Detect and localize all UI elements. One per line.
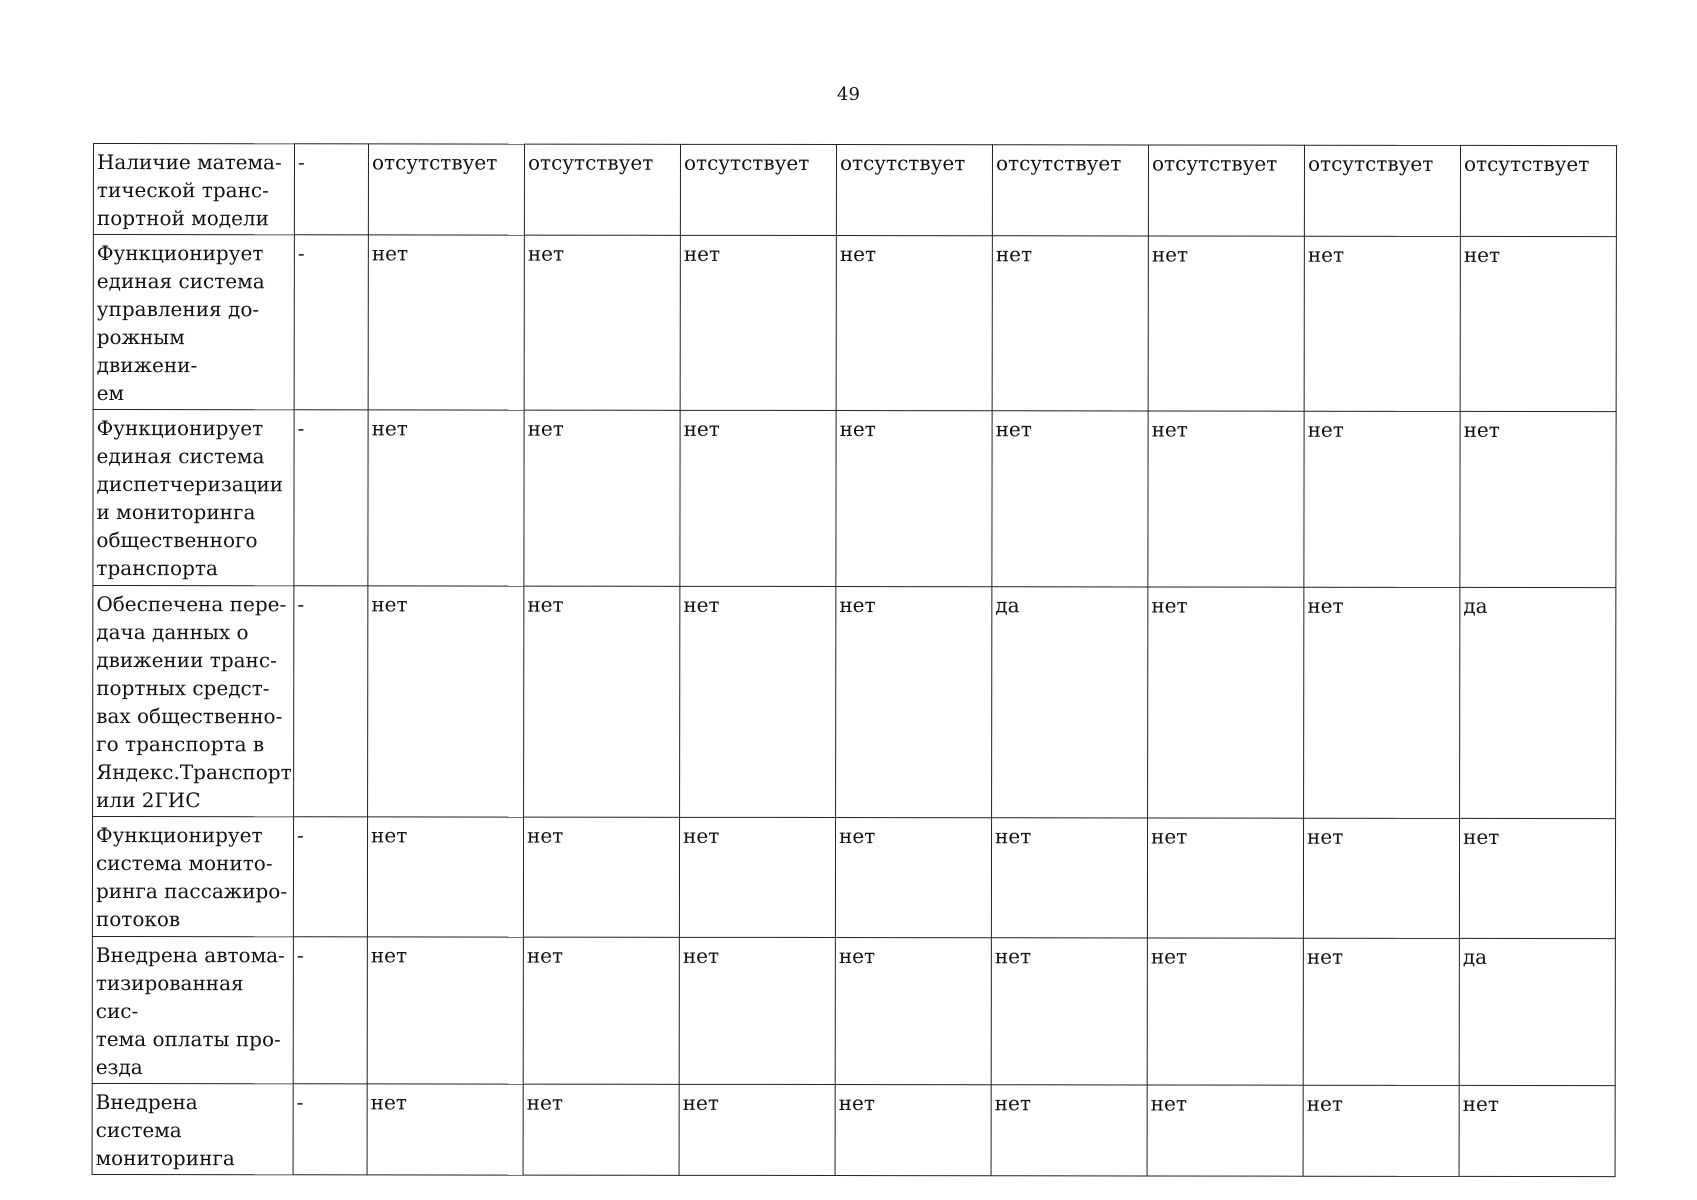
indicator-text: Наличие матема- тической транс- портной модели xyxy=(96,150,282,231)
value-cell xyxy=(836,587,992,818)
indicator-cell xyxy=(93,235,294,410)
value-cell xyxy=(368,410,524,586)
value-text: нет xyxy=(1462,1091,1499,1116)
indicator-cell xyxy=(92,936,293,1083)
value-text: нет xyxy=(1307,824,1344,849)
indicator-cell xyxy=(93,410,294,586)
value-text: нет xyxy=(527,241,565,266)
value-text: нет xyxy=(838,944,876,969)
value-text: нет xyxy=(994,1091,1031,1116)
value-cell xyxy=(524,586,680,817)
value-cell xyxy=(836,145,992,236)
unit-cell xyxy=(294,410,368,586)
value-text: нет xyxy=(371,241,409,266)
value-cell xyxy=(680,235,836,410)
value-cell xyxy=(991,938,1147,1085)
value-text: отсутствует xyxy=(371,150,498,175)
value-text: нет xyxy=(839,417,876,442)
value-cell xyxy=(1304,236,1460,411)
value-text: отсутствует xyxy=(1307,151,1434,176)
value-text: нет xyxy=(1151,824,1188,849)
unit-text: - xyxy=(297,592,305,617)
value-cell xyxy=(1303,818,1459,938)
unit-cell xyxy=(293,937,367,1084)
unit-cell xyxy=(293,1084,367,1175)
value-cell xyxy=(523,1084,679,1175)
value-text: отсутствует xyxy=(839,151,966,176)
table-row xyxy=(93,410,1616,588)
unit-cell xyxy=(294,144,368,235)
value-cell xyxy=(1460,587,1616,818)
value-text: нет xyxy=(1150,1091,1187,1116)
unit-text: - xyxy=(297,416,305,441)
value-text: нет xyxy=(1150,944,1188,969)
value-text: нет xyxy=(683,592,720,617)
value-cell xyxy=(1304,587,1460,818)
value-text: да xyxy=(995,593,1020,618)
value-cell xyxy=(368,235,524,410)
unit-text: - xyxy=(296,1090,304,1115)
value-cell xyxy=(1459,1085,1615,1176)
unit-text: - xyxy=(297,241,305,266)
value-cell xyxy=(679,1084,835,1175)
value-cell xyxy=(1147,1085,1303,1176)
unit-cell xyxy=(293,817,367,937)
value-cell xyxy=(1460,145,1616,236)
indicator-text: Функционирует единая система управления до- рожным движени- ем xyxy=(96,241,265,406)
value-cell xyxy=(679,817,835,937)
page-number: 49 xyxy=(837,84,860,105)
value-text: нет xyxy=(682,1090,719,1115)
value-text: нет xyxy=(1306,944,1344,969)
value-cell xyxy=(367,1084,523,1175)
value-text: отсутствует xyxy=(683,150,810,176)
unit-text: - xyxy=(296,943,304,968)
value-text: нет xyxy=(1463,242,1501,267)
value-text: нет xyxy=(1306,1091,1343,1116)
value-text: нет xyxy=(995,417,1032,442)
unit-text: - xyxy=(297,823,304,848)
value-cell xyxy=(1460,411,1616,587)
value-cell xyxy=(524,235,680,410)
indicator-text: Функционирует система монито- ринга пассажиро- потоков xyxy=(95,823,288,932)
value-cell xyxy=(1147,938,1303,1085)
value-cell xyxy=(1303,938,1459,1085)
value-text: нет xyxy=(527,592,564,617)
value-text: отсутствует xyxy=(1463,151,1590,177)
indicator-text: Обеспечена пере- дача данных о движении транс- портных средст- вах общественно- го транспорта в Яндекс.Транспорт или 2ГИС xyxy=(96,592,292,813)
value-text: нет xyxy=(839,242,877,267)
value-cell xyxy=(1459,938,1615,1085)
value-cell xyxy=(1148,587,1304,818)
value-cell xyxy=(524,410,680,586)
unit-text: - xyxy=(297,150,305,175)
table-row xyxy=(93,235,1616,412)
indicator-text: Внедрена автома- тизированная сис- тема оплаты про- езда xyxy=(95,943,285,1080)
value-text: нет xyxy=(683,823,720,848)
value-cell xyxy=(680,410,836,586)
value-text: нет xyxy=(371,592,408,617)
value-text: нет xyxy=(1151,593,1188,618)
value-text: нет xyxy=(1151,417,1188,442)
value-text: нет xyxy=(1463,417,1500,442)
value-cell xyxy=(835,818,991,938)
value-cell xyxy=(679,937,835,1084)
value-text: да xyxy=(1463,593,1488,618)
value-text: нет xyxy=(995,242,1033,267)
table-row xyxy=(92,817,1615,939)
table-row xyxy=(93,144,1616,237)
value-cell xyxy=(1460,236,1616,411)
value-text: нет xyxy=(682,943,720,968)
value-cell xyxy=(991,818,1147,938)
value-text: нет xyxy=(838,1091,875,1116)
value-cell xyxy=(835,1085,991,1176)
value-cell xyxy=(1304,145,1460,236)
value-text: нет xyxy=(683,241,721,266)
value-cell xyxy=(1147,818,1303,938)
unit-cell xyxy=(294,235,368,410)
value-cell xyxy=(1148,236,1304,411)
value-cell xyxy=(367,817,523,937)
value-text: нет xyxy=(995,824,1032,849)
table-row xyxy=(92,1083,1615,1176)
value-cell xyxy=(1148,145,1304,236)
value-text: нет xyxy=(371,416,408,441)
value-cell xyxy=(680,144,836,235)
value-text: нет xyxy=(1307,417,1344,442)
value-cell xyxy=(1303,1085,1459,1176)
value-cell xyxy=(836,236,992,411)
indicator-cell xyxy=(92,817,293,937)
value-text: нет xyxy=(1463,824,1500,849)
value-text: да xyxy=(1462,944,1488,969)
indicator-text: Функционирует единая система диспетчеризации и мониторинга общественного транспорта xyxy=(96,416,284,581)
value-cell xyxy=(992,145,1148,236)
value-text: нет xyxy=(370,1090,407,1115)
table-row xyxy=(93,586,1616,819)
value-text: нет xyxy=(527,416,564,441)
value-text: нет xyxy=(994,944,1032,969)
value-text: нет xyxy=(1307,593,1344,618)
value-cell xyxy=(368,144,524,235)
value-text: нет xyxy=(371,823,408,848)
value-cell xyxy=(1304,411,1460,587)
indicator-cell xyxy=(93,586,294,817)
value-cell xyxy=(835,938,991,1085)
value-text: отсутствует xyxy=(527,150,654,175)
value-cell xyxy=(367,937,523,1084)
value-text: нет xyxy=(527,823,564,848)
value-text: нет xyxy=(839,824,876,849)
value-cell xyxy=(992,411,1148,587)
indicators-table xyxy=(92,143,1617,1177)
value-text: отсутствует xyxy=(995,151,1122,176)
value-cell xyxy=(1148,411,1304,587)
value-cell xyxy=(836,411,992,587)
value-text: нет xyxy=(683,416,720,441)
value-text: отсутствует xyxy=(1151,151,1278,176)
value-text: нет xyxy=(1307,242,1345,267)
value-text: нет xyxy=(370,943,408,968)
unit-cell xyxy=(294,586,368,817)
value-cell xyxy=(991,1085,1147,1176)
value-cell xyxy=(523,937,679,1084)
value-cell xyxy=(992,587,1148,818)
indicator-cell xyxy=(92,1083,293,1174)
value-cell xyxy=(524,144,680,235)
value-cell xyxy=(523,817,679,937)
value-text: нет xyxy=(526,1090,563,1115)
value-text: нет xyxy=(1151,242,1189,267)
value-cell xyxy=(368,586,524,817)
value-text: нет xyxy=(839,593,876,618)
value-cell xyxy=(1459,818,1615,938)
value-cell xyxy=(680,586,836,817)
indicator-cell xyxy=(93,144,294,235)
value-text: нет xyxy=(526,943,564,968)
table-row xyxy=(92,936,1615,1085)
value-cell xyxy=(992,236,1148,411)
indicator-text: Внедрена система мониторинга xyxy=(95,1090,235,1171)
